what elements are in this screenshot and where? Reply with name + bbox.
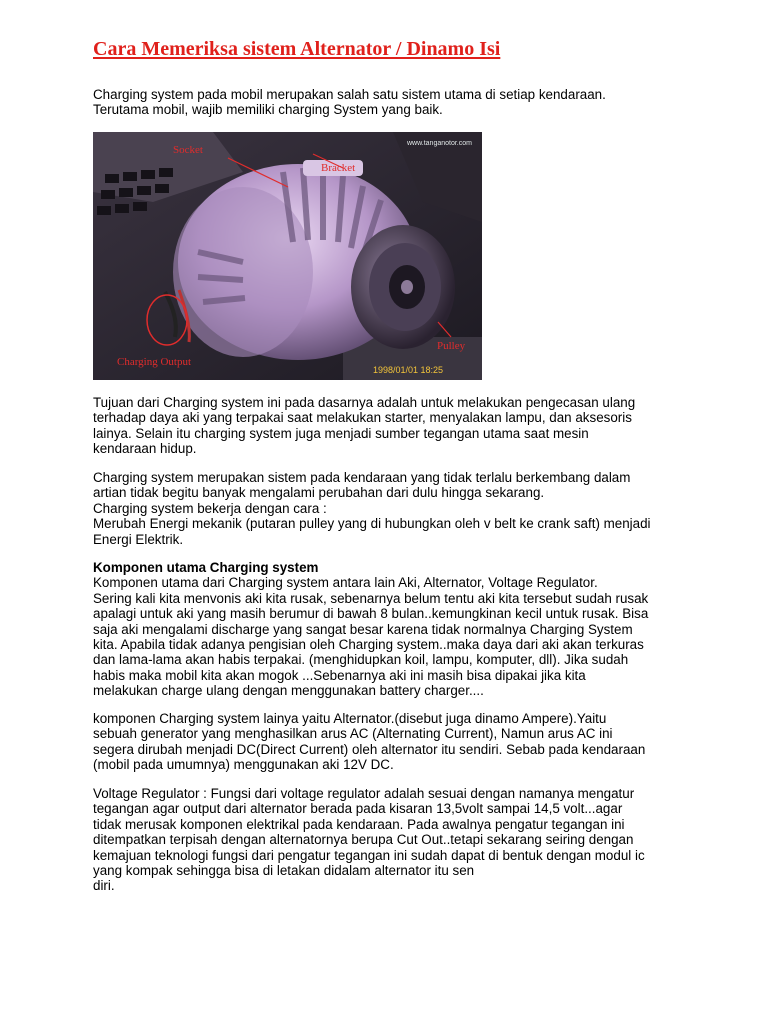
text-line: lainya. Selain itu charging system juga menjadi sumber tegangan utama saat mesin bbox=[93, 425, 589, 441]
text-line: Tujuan dari Charging system ini pada dasarnya adalah untuk melakukan pengecasan ulang bbox=[93, 395, 636, 410]
page-title: Cara Memeriksa sistem Alternator / Dinamo Isi bbox=[93, 38, 501, 60]
alternator-photo-graphic bbox=[93, 132, 482, 380]
paragraph-alternator bbox=[93, 711, 645, 773]
text-line: yang kompak sehingga bisa di letakan didalam alternator itu sen bbox=[93, 863, 475, 879]
text-line: Komponen utama dari Charging system antara lain Aki, Alternator, Voltage Regulator. bbox=[93, 575, 598, 591]
socket-label: Socket bbox=[173, 144, 203, 156]
text-line: diri. bbox=[93, 878, 115, 894]
text-line: tegangan agar output dari alternator berada pada kisaran 13,5volt sampai 14,5 volt...agar bbox=[93, 801, 623, 817]
text-line: komponen Charging system lainya yaitu Alternator.(disebut juga dinamo Ampere).Yaitu bbox=[93, 711, 607, 726]
text-line: dan lama-lama akan habis terpakai. (menghidupkan koil, lampu, komputer, dll). Jika sudah bbox=[93, 652, 629, 668]
text-line: Merubah Energi mekanik (putaran pulley yang di hubungkan oleh v belt ke crank saft) menjadi bbox=[93, 516, 651, 532]
alternator-photo bbox=[93, 132, 482, 380]
text-line: kendaraan hidup. bbox=[93, 441, 197, 457]
text-line: ditempatkan terpisah dengan alternatornya berupa Cut Out..tetapi sekarang seiring dengan bbox=[93, 832, 634, 848]
text-line: kita. Apabila tidak adanya pengisian oleh Charging system..maka daya dari aki akan terkuras bbox=[93, 637, 644, 653]
section-heading: Komponen utama Charging system bbox=[93, 560, 319, 575]
text-line: sebuah generator yang menghasilkan arus AC (Alternating Current), Namun arus AC ini bbox=[93, 726, 613, 742]
paragraph-purpose bbox=[93, 395, 635, 457]
text-line: Charging system merupakan sistem pada kendaraan yang tidak terlalu berkembang dalam bbox=[93, 470, 631, 485]
text-line: Energi Elektrik. bbox=[93, 531, 184, 547]
pulley-label: Pulley bbox=[437, 340, 466, 352]
text-line: terhadap daya aki yang terpakai saat melakukan starter, menyalakan lampu, dan aksesoris bbox=[93, 410, 632, 426]
text-line: saja aki mengalami discharge yang sangat besar karena tidak normalnya Charging System bbox=[93, 621, 633, 637]
text-line: habis maka mobil kita akan mogok ...Sebenarnya aki ini masih bisa dipakai jika kita bbox=[93, 667, 586, 683]
bracket-label: Bracket bbox=[321, 162, 356, 174]
text-line: tidak merusak komponen elektrikal pada kendaraan. Pada awalnya pengatur tegangan ini bbox=[93, 816, 625, 832]
text-line: segera dirubah menjadi DC(Direct Current) oleh alternator itu sendiri. Sebab pada kendaraan bbox=[93, 741, 646, 757]
charging-output-label: Charging Output bbox=[117, 356, 192, 368]
paragraph-working bbox=[93, 470, 651, 547]
photo-watermark: www.tanganotor.com bbox=[407, 140, 472, 147]
text-line: Charging system pada mobil merupakan salah satu sistem utama di setiap kendaraan. bbox=[93, 87, 606, 102]
text-line: Sering kali kita menvonis aki kita rusak, sebenarnya belum tentu aki kita tersebut sudah rusak bbox=[93, 590, 649, 606]
text-line: kemajuan teknologi fungsi dari pengatur tegangan ini sudah dapat di bentuk dengan modul ic bbox=[93, 847, 645, 863]
text-line: Terutama mobil, wajib memiliki charging System yang baik. bbox=[93, 102, 443, 118]
text-line: (mobil pada umumnya) menggunakan aki 12V DC. bbox=[93, 757, 394, 773]
intro-paragraph bbox=[93, 87, 606, 118]
paragraph-main-components bbox=[93, 560, 648, 699]
text-line: melakukan charge ulang dengan menggunakan battery charger.... bbox=[93, 683, 484, 699]
text-line: artian tidak begitu banyak mengalami perubahan dari dulu hingga sekarang. bbox=[93, 485, 545, 501]
paragraph-voltage-regulator bbox=[93, 786, 645, 894]
text-line: apalagi untuk aki yang masih berumur di bawah 8 bulan..kemungkinan kecil untuk rusak. Bisa bbox=[93, 606, 649, 622]
photo-timestamp: 1998/01/01 18:25 bbox=[373, 365, 444, 375]
text-line: Voltage Regulator : Fungsi dari voltage regulator adalah sesuai dengan namanya mengatur bbox=[93, 786, 635, 801]
text-line: Charging system bekerja dengan cara : bbox=[93, 500, 327, 516]
